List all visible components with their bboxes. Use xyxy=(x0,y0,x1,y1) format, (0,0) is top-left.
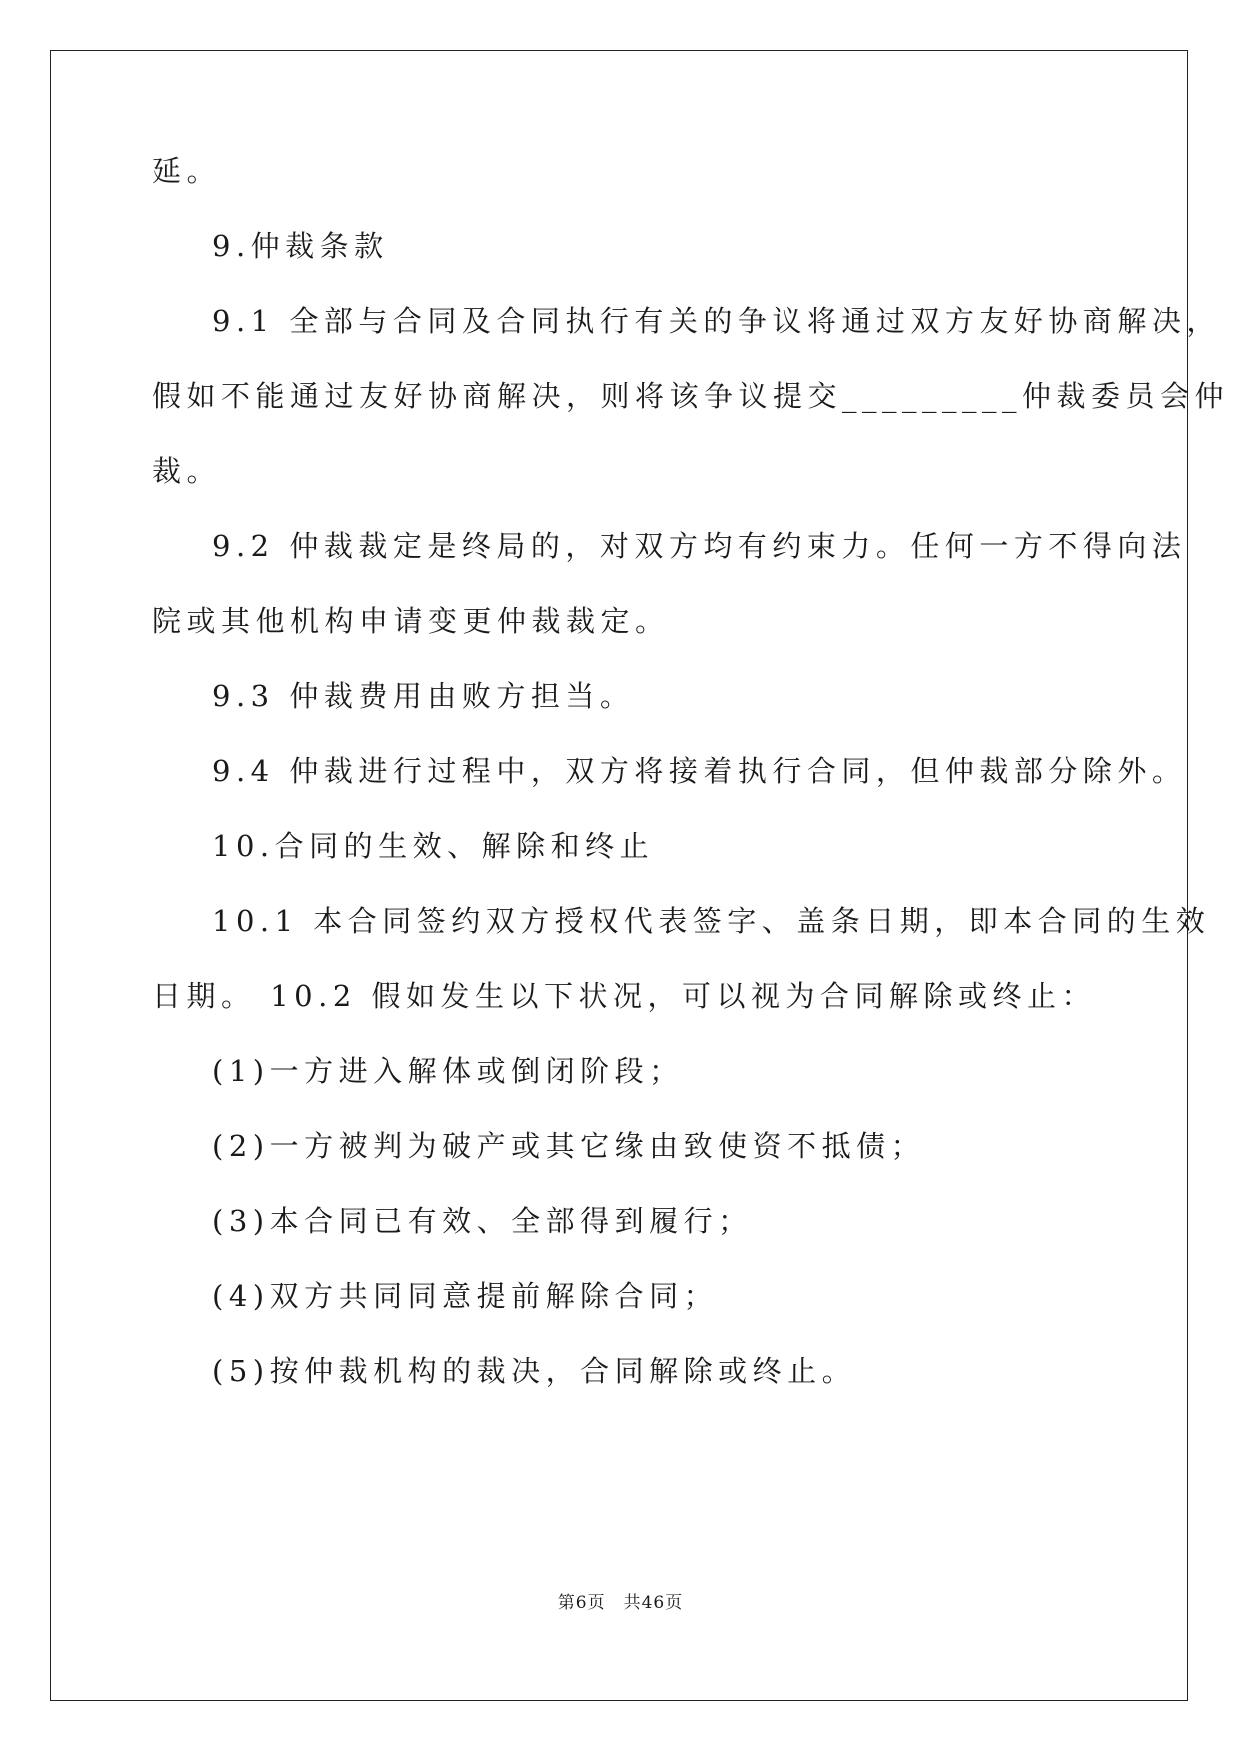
list-item: (5)按仲裁机构的裁决，合同解除或终止。 xyxy=(212,1354,857,1388)
text-line: 院或其他机构申请变更仲裁裁定。 xyxy=(152,604,670,638)
list-item: (4)双方共同同意提前解除合同； xyxy=(212,1279,719,1313)
section-heading-9: 9.仲裁条款 xyxy=(212,229,389,263)
page-number-footer: 第6页 共46页 xyxy=(557,1593,684,1613)
text-line: 9.3 仲裁费用由败方担当。 xyxy=(212,679,635,713)
text-line: 裁。 xyxy=(152,454,222,488)
text-line: 9.2 仲裁裁定是终局的，对双方均有约束力。任何一方不得向法 xyxy=(212,529,1187,563)
section-heading-10: 10.合同的生效、解除和终止 xyxy=(212,829,655,863)
text-line: 假如不能通过友好协商解决，则将该争议提交_________仲裁委员会仲 xyxy=(152,379,1230,413)
list-item: (1)一方进入解体或倒闭阶段； xyxy=(212,1054,684,1088)
list-item: (2)一方被判为破产或其它缘由致使资不抵债； xyxy=(212,1129,926,1163)
text-line: 10.1 本合同签约双方授权代表签字、盖条日期，即本合同的生效 xyxy=(212,904,1211,938)
text-line: 9.1 全部与合同及合同执行有关的争议将通过双方友好协商解决， xyxy=(212,304,1221,338)
text-line: 日期。 10.2 假如发生以下状况，可以视为合同解除或终止： xyxy=(152,979,1097,1013)
text-line: 9.4 仲裁进行过程中，双方将接着执行合同，但仲裁部分除外。 xyxy=(212,754,1187,788)
list-item: (3)本合同已有效、全部得到履行； xyxy=(212,1204,753,1238)
page-border xyxy=(50,50,1188,1701)
text-line: 延。 xyxy=(152,154,222,188)
